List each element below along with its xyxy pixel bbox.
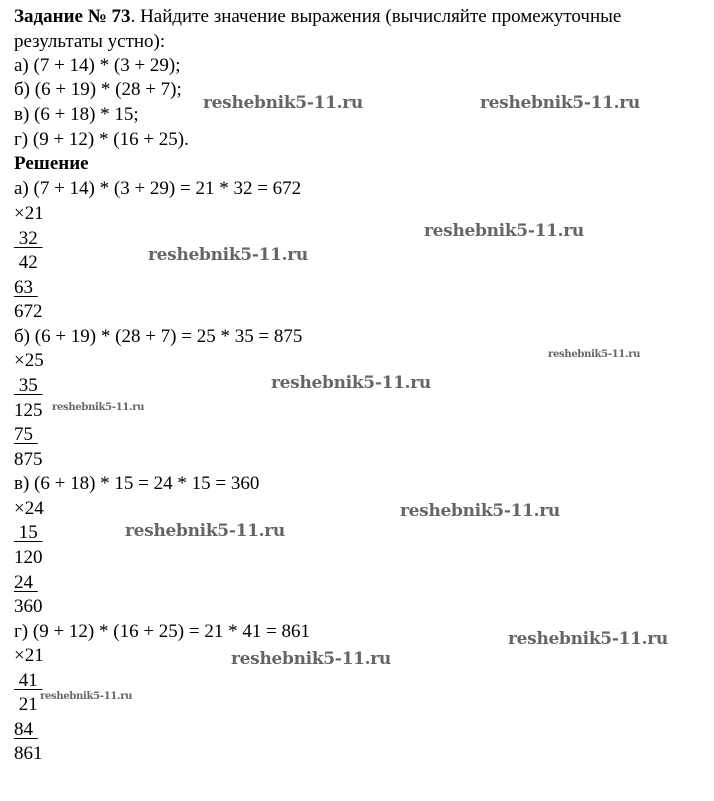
watermark: reshebnik5-11.ru — [480, 93, 640, 113]
solution-heading: Решение — [14, 153, 89, 174]
watermark: reshebnik5-11.ru — [203, 93, 363, 113]
solution-b-result: 875 — [14, 449, 43, 470]
solution-b-expression: б) (6 + 19) * (28 + 7) = 25 * 35 = 875 — [14, 326, 303, 347]
solution-a-partial-1: 42 — [14, 252, 38, 273]
task-title: Задание № 73 — [14, 6, 131, 27]
solution-a-multiplicand: ×21 — [14, 203, 44, 224]
solution-d-multiplier: 41 — [14, 670, 43, 691]
watermark: reshebnik5-11.ru — [548, 349, 641, 360]
task-item-d: г) (9 + 12) * (16 + 25). — [14, 129, 189, 150]
watermark: reshebnik5-11.ru — [148, 245, 308, 265]
solution-b-multiplier: 35 — [14, 375, 43, 396]
solution-a-result: 672 — [14, 301, 43, 322]
watermark: reshebnik5-11.ru — [508, 629, 668, 649]
solution-a-multiplier: 32 — [14, 228, 43, 249]
task-statement-line-1 — [14, 6, 621, 28]
solution-a-partial-2: 63 — [14, 277, 38, 298]
watermark: reshebnik5-11.ru — [400, 501, 560, 521]
solution-d-partial-1: 21 — [14, 694, 38, 715]
watermark: reshebnik5-11.ru — [231, 649, 391, 669]
watermark: reshebnik5-11.ru — [52, 402, 145, 413]
solution-d-result: 861 — [14, 743, 43, 764]
solution-a-expression: а) (7 + 14) * (3 + 29) = 21 * 32 = 672 — [14, 178, 302, 199]
solution-c-partial-1: 120 — [14, 547, 43, 568]
solution-b-partial-2: 75 — [14, 424, 38, 445]
task-statement-text: . Найдите значение выражения (вычисляйте промежуточные — [130, 6, 622, 27]
solution-c-multiplicand: ×24 — [14, 498, 44, 519]
watermark: reshebnik5-11.ru — [271, 373, 431, 393]
solution-c-partial-2: 24 — [14, 572, 38, 593]
solution-d-multiplicand: ×21 — [14, 645, 44, 666]
task-item-a: а) (7 + 14) * (3 + 29); — [14, 55, 181, 76]
task-item-b: б) (6 + 19) * (28 + 7); — [14, 79, 182, 100]
task-item-c: в) (6 + 18) * 15; — [14, 104, 139, 125]
solution-c-multiplier: 15 — [14, 522, 43, 543]
watermark: reshebnik5-11.ru — [40, 691, 133, 702]
solution-d-expression: г) (9 + 12) * (16 + 25) = 21 * 41 = 861 — [14, 621, 311, 642]
solution-b-partial-1: 125 — [14, 400, 43, 421]
solution-c-result: 360 — [14, 596, 43, 617]
watermark: reshebnik5-11.ru — [424, 221, 584, 241]
task-statement-line-2: результаты устно): — [14, 31, 166, 52]
watermark: reshebnik5-11.ru — [125, 521, 285, 541]
solution-d-partial-2: 84 — [14, 719, 38, 740]
solution-b-multiplicand: ×25 — [14, 350, 44, 371]
solution-c-expression: в) (6 + 18) * 15 = 24 * 15 = 360 — [14, 473, 260, 494]
